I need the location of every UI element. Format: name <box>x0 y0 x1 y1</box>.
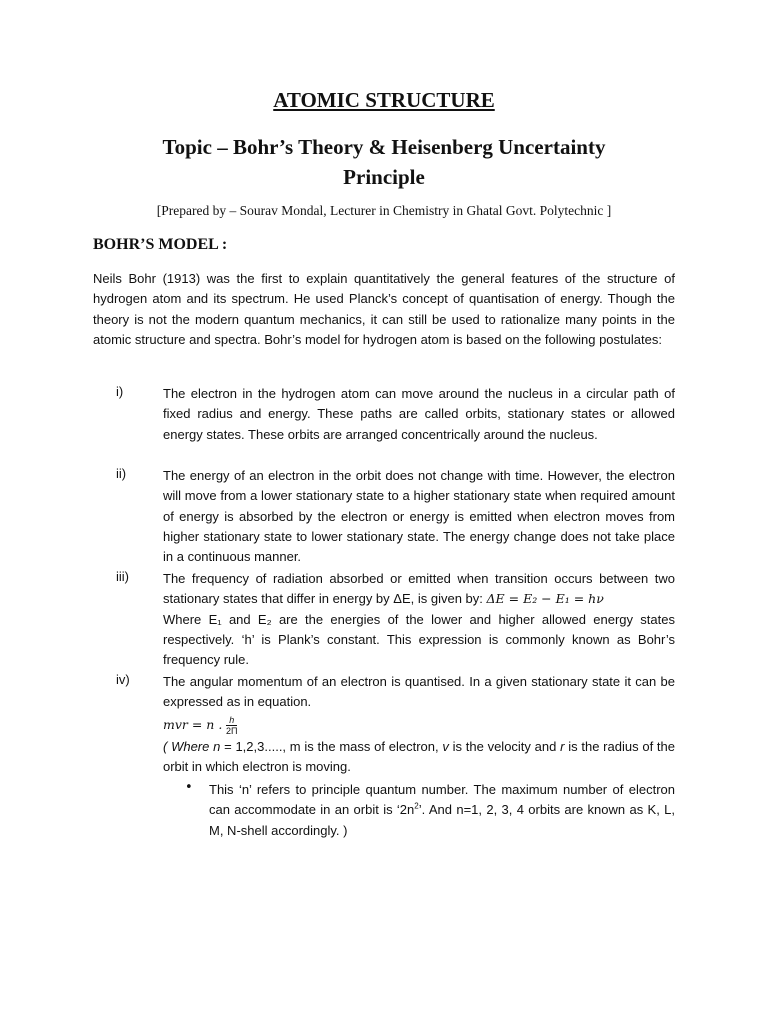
page-title: ATOMIC STRUCTURE <box>273 88 495 112</box>
postulate-text: The energy of an electron in the orbit does not change with time. However, the electron will move from a lower stationary state to a higher stationary state when required amount of energy is absorbed by the electron or energy is emitted when electron moves from higher stationary state to lower stationary state. The energy change does not take place in a continuous manner. <box>163 468 675 565</box>
postulate-number: iv) <box>116 672 130 687</box>
fraction-numerator: h <box>226 715 238 726</box>
angular-momentum-equation <box>163 713 675 737</box>
postulate-text: The electron in the hydrogen atom can move around the nucleus in a circular path of fixed radius and energy. These paths are called orbits, stationary states or allowed energy states. These orbits are arranged concentrically around the nucleus. <box>163 386 675 442</box>
postulate-text-main: The angular momentum of an electron is quantised. In a given stationary state it can be expressed as in equation. <box>163 674 675 710</box>
postulate-number: iii) <box>116 569 129 584</box>
equation-lhs: mvr = n . <box>163 716 223 732</box>
section-heading: BOHR’S MODEL : <box>93 236 228 253</box>
postulate-text <box>163 569 675 670</box>
postulate-number: i) <box>116 384 124 399</box>
intro-paragraph: Neils Bohr (1913) was the first to explain quantitatively the general features of the structure of hydrogen atom and its spectrum. He used Planck’s concept of quantisation of energy. Though the theory is not the modern quantum mechanics, it can still be used to rationalize many points in the atomic structure and spectra. Bohr’s model for hydrogen atom is based on the following postulates: <box>93 271 675 347</box>
fraction <box>226 715 238 736</box>
postulate-number: ii) <box>116 466 127 481</box>
topic-line-1: Topic – Bohr’s Theory & Heisenberg Uncertainty <box>162 135 606 159</box>
topic-line-2: Principle <box>343 165 425 189</box>
topic-heading <box>0 132 768 192</box>
equation-note: ( Where n = 1,2,3....., m is the mass of electron, v is the velocity and r is the radius of the orbit in which electron is moving. <box>163 738 676 774</box>
fraction-denominator: 2Π <box>225 725 238 736</box>
postulate-text-a: The frequency of radiation absorbed or emitted when transition occurs between two stationary states that differ in energy by ΔE, is given by: <box>163 571 675 607</box>
postulate-text-b: Where E₁ and E₂ are the energies of the lower and higher allowed energy states respectively. ‘h’ is Plank’s constant. This expression is commonly known as Bohr’s frequency rule. <box>163 611 675 668</box>
author-credit: [Prepared by – Sourav Mondal, Lecturer in Chemistry in Ghatal Govt. Polytechnic ] <box>156 203 612 218</box>
postulate-text <box>163 672 675 777</box>
frequency-equation: ΔE = E₂ − E₁ = hν <box>486 591 604 607</box>
bullet-icon: • <box>185 780 193 795</box>
bullet-text: This ‘n’ refers to principle quantum number. The maximum number of electron can accommodate in an orbit is ‘$2n^2$’. And n=1, 2, 3, 4 orbits are known as K, L, M, N-shell accordingly. ) <box>209 782 676 838</box>
